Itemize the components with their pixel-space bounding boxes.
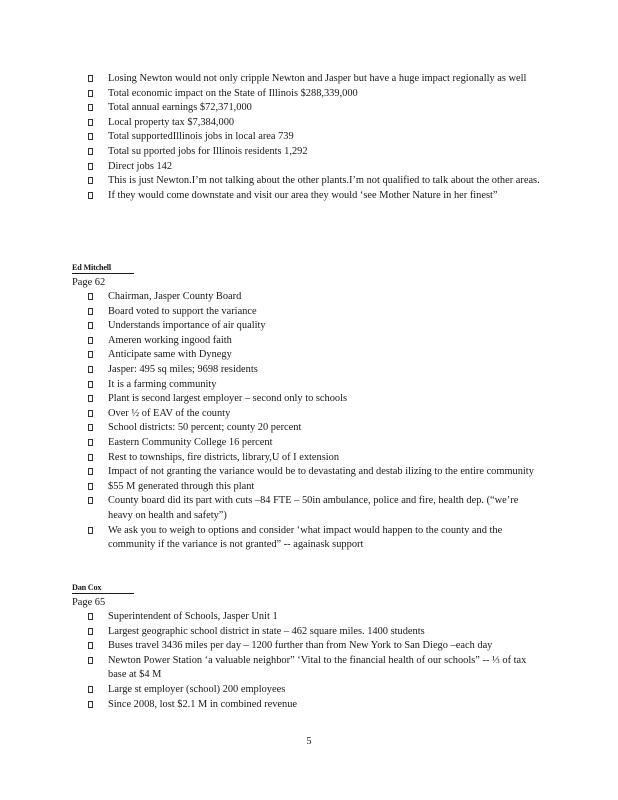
checkbox-bullet-icon (88, 119, 93, 126)
list-item: Total annual earnings $72,371,000 (88, 101, 540, 116)
checkbox-bullet-icon (88, 177, 93, 184)
list-item: Board voted to support the variance (88, 305, 540, 320)
list-item: Large st employer (school) 200 employees (88, 683, 540, 698)
list-item: Impact of not granting the variance would be to devastating and destab ilizing to the entire community (88, 465, 540, 480)
page-reference: Page 65 (72, 597, 106, 608)
checkbox-bullet-icon (88, 381, 93, 388)
list-item: Buses travel 3436 miles per day – 1200 further than from New York to San Diego –each day (88, 639, 540, 654)
checkbox-bullet-icon (88, 454, 93, 461)
list-item: Jasper: 495 sq miles; 9698 residents (88, 363, 540, 378)
list-item: Newton Power Station ‘a valuable neighbor” ‘Vital to the financial health of our schools” -- ⅓ of tax base at $4 M (88, 654, 540, 683)
bullet-list-section3 (88, 610, 540, 712)
list-item: We ask you to weigh to options and consider ‘what impact would happen to the county and the community if the variance is not granted” -- againask support (88, 524, 540, 553)
list-item: Largest geographic school district in state – 462 square miles. 1400 students (88, 625, 540, 640)
checkbox-bullet-icon (88, 133, 93, 140)
list-item: It is a farming community (88, 378, 540, 393)
checkbox-bullet-icon (88, 527, 93, 534)
checkbox-bullet-icon (88, 75, 93, 82)
checkbox-bullet-icon (88, 468, 93, 475)
list-item: Losing Newton would not only cripple Newton and Jasper but have a huge impact regionally as well (88, 72, 540, 87)
list-item: Direct jobs 142 (88, 160, 540, 175)
list-item: Local property tax $7,384,000 (88, 116, 540, 131)
checkbox-bullet-icon (88, 366, 93, 373)
checkbox-bullet-icon (88, 613, 93, 620)
speaker-name: Ed Mitchell (72, 263, 134, 274)
list-item: Since 2008, lost $2.1 M in combined revenue (88, 698, 540, 713)
list-item: Over ½ of EAV of the county (88, 407, 540, 422)
checkbox-bullet-icon (88, 483, 93, 490)
checkbox-bullet-icon (88, 642, 93, 649)
checkbox-bullet-icon (88, 410, 93, 417)
list-item: County board did its part with cuts –84 FTE – 50in ambulance, police and fire, health dep. (“we’re heavy on health and safety”) (88, 494, 540, 523)
bullet-list-section2 (88, 290, 540, 553)
list-item: Plant is second largest employer – second only to schools (88, 392, 540, 407)
list-item: Anticipate same with Dynegy (88, 348, 540, 363)
list-item: Total su pported jobs for Illinois residents 1,292 (88, 145, 540, 160)
checkbox-bullet-icon (88, 308, 93, 315)
checkbox-bullet-icon (88, 337, 93, 344)
list-item: Chairman, Jasper County Board (88, 290, 540, 305)
list-item: Total economic impact on the State of Illinois $288,339,000 (88, 87, 540, 102)
list-item: Understands importance of air quality (88, 319, 540, 334)
checkbox-bullet-icon (88, 701, 93, 708)
checkbox-bullet-icon (88, 657, 93, 664)
list-item: School districts: 50 percent; county 20 percent (88, 421, 540, 436)
checkbox-bullet-icon (88, 90, 93, 97)
checkbox-bullet-icon (88, 497, 93, 504)
checkbox-bullet-icon (88, 439, 93, 446)
list-item: Eastern Community College 16 percent (88, 436, 540, 451)
page-reference: Page 62 (72, 277, 106, 288)
page-number: 5 (306, 736, 312, 747)
checkbox-bullet-icon (88, 148, 93, 155)
list-item: Rest to townships, fire districts, library,U of I extension (88, 451, 540, 466)
checkbox-bullet-icon (88, 628, 93, 635)
checkbox-bullet-icon (88, 686, 93, 693)
list-item: $55 M generated through this plant (88, 480, 540, 495)
speaker-name: Dan Cox (72, 583, 134, 594)
checkbox-bullet-icon (88, 192, 93, 199)
checkbox-bullet-icon (88, 163, 93, 170)
checkbox-bullet-icon (88, 293, 93, 300)
list-item: This is just Newton.I’m not talking about the other plants.I’m not qualified to talk about the other areas. (88, 174, 540, 189)
checkbox-bullet-icon (88, 351, 93, 358)
checkbox-bullet-icon (88, 395, 93, 402)
checkbox-bullet-icon (88, 322, 93, 329)
checkbox-bullet-icon (88, 424, 93, 431)
checkbox-bullet-icon (88, 104, 93, 111)
list-item: Ameren working ingood faith (88, 334, 540, 349)
list-item: Superintendent of Schools, Jasper Unit 1 (88, 610, 540, 625)
list-item: If they would come downstate and visit our area they would ‘see Mother Nature in her finest” (88, 189, 540, 204)
bullet-list-section1 (88, 72, 540, 203)
list-item: Total supportedIllinois jobs in local area 739 (88, 130, 540, 145)
